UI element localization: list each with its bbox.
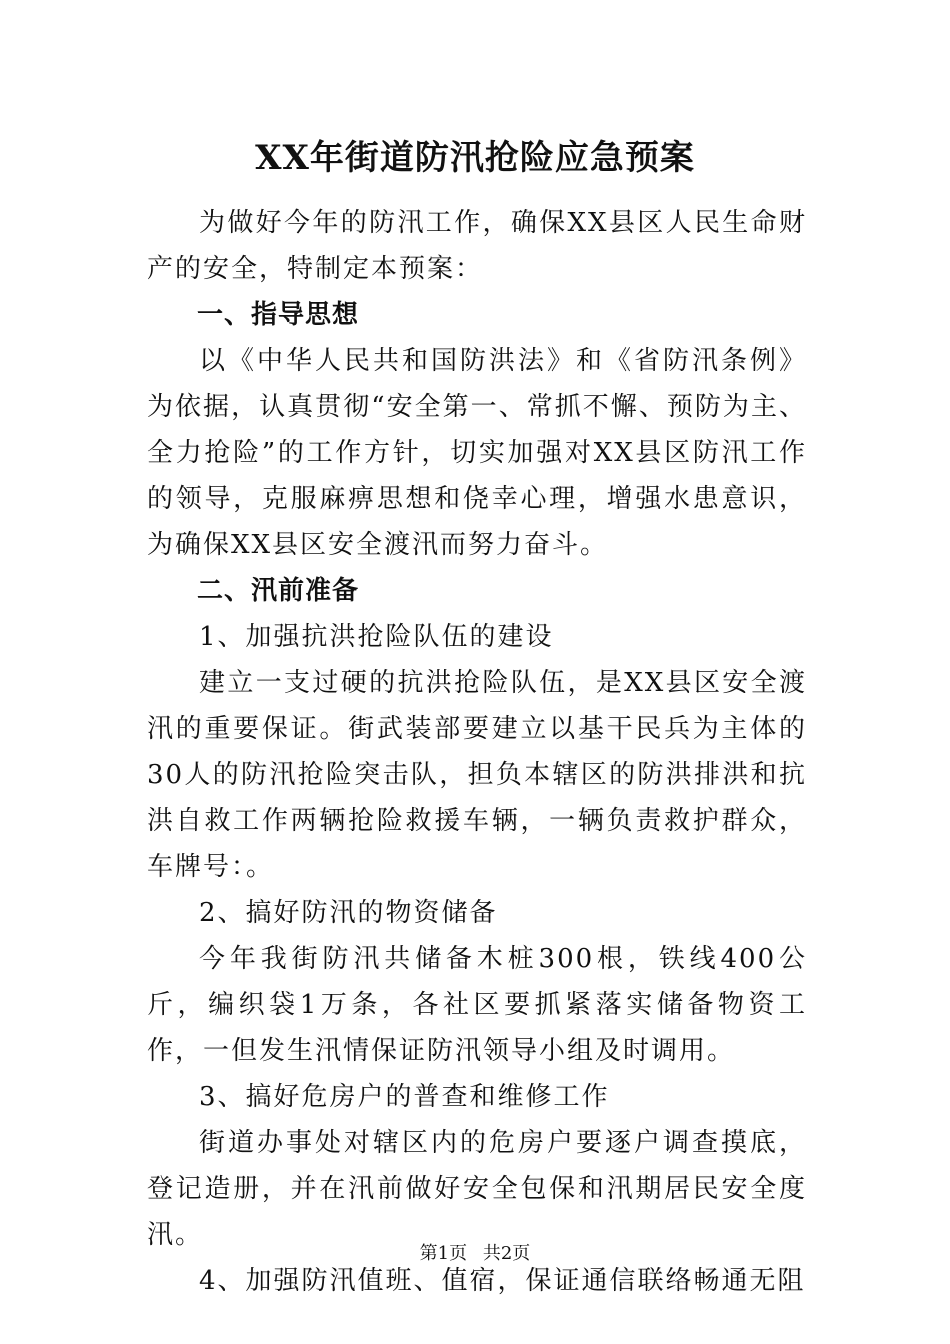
body-paragraph: 街道办事处对辖区内的危房户要逐户调查摸底，登记造册，并在汛前做好安全包保和汛期居民安全度汛。: [147, 1128, 807, 1250]
section-heading-guiding-ideology: 一、指导思想: [197, 300, 360, 330]
page-footer: [0, 1240, 950, 1268]
page-number: 第1页: [419, 1243, 468, 1264]
document-body: [147, 200, 807, 1304]
page-total: 共2页: [482, 1243, 531, 1264]
body-paragraph: 以《中华人民共和国防洪法》和《省防汛条例》为依据，认真贯彻“安全第一、常抓不懈、预防为主、全力抢险”的工作方针，切实加强对XX县区防汛工作的领导，克服麻痹思想和侥幸心理，增强水患意识，为确保XX县区安全渡汛而努力奋斗。: [147, 346, 807, 560]
body-paragraph: 建立一支过硬的抗洪抢险队伍，是XX县区安全渡汛的重要保证。街武装部要建立以基干民兵为主体的30人的防汛抢险突击队，担负本辖区的防洪排洪和抗洪自救工作两辆抢险救援车辆，一辆负责救护群众，车牌号：。: [147, 668, 807, 882]
subheading-paragraph: 4、加强防汛值班、值宿，保证通信联络畅通无阻: [199, 1266, 806, 1296]
intro-paragraph: 为做好今年的防汛工作，确保XX县区人民生命财产的安全，特制定本预案：: [147, 208, 807, 284]
body-paragraph: 今年我街防汛共储备木桩300根，铁线400公斤，编织袋1万条，各社区要抓紧落实储备物资工作，一但发生汛情保证防汛领导小组及时调用。: [147, 944, 807, 1066]
subheading-paragraph: 2、搞好防汛的物资储备: [199, 898, 498, 928]
subheading-paragraph: 3、搞好危房户的普查和维修工作: [199, 1082, 610, 1112]
section-heading-preparation: 二、汛前准备: [197, 576, 360, 606]
subheading-paragraph: 1、加强抗洪抢险队伍的建设: [199, 622, 554, 652]
document-title: XX年街道防汛抢险应急预案: [255, 138, 695, 178]
